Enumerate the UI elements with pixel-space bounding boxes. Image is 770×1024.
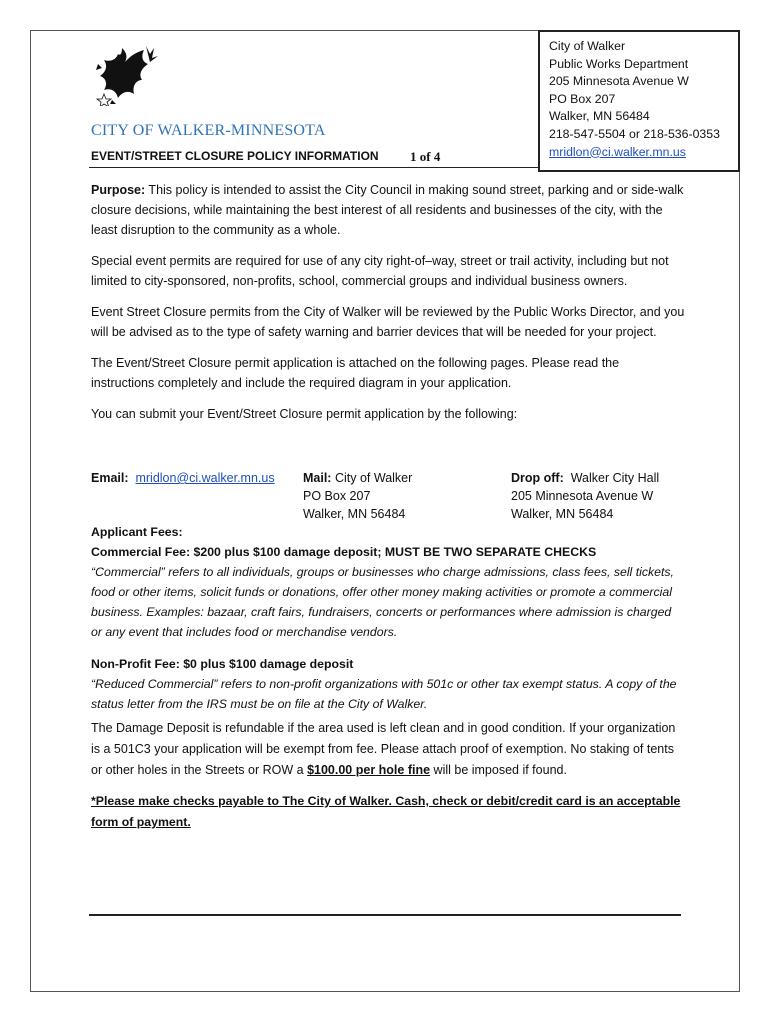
mail-line: Walker, MN 56484: [303, 507, 406, 521]
contact-line: Public Works Department: [549, 56, 689, 71]
email-method-line: [91, 469, 275, 487]
attached-paragraph: The Event/Street Closure permit application is attached on the following pages. Please read the instructions completely and include the required diagram in your application.: [91, 356, 620, 390]
nonprofit-fee-heading: Non-Profit Fee: $0 plus $100 damage deposit: [91, 657, 354, 671]
mail-line: PO Box 207: [303, 489, 371, 503]
contact-box: [538, 30, 740, 172]
purpose-text: This policy is intended to assist the City Council in making sound street, parking and or side-walk closure decisions, while maintaining the best interest of all residents and businesses of the city, with the least disruption to the community as a whole.: [91, 183, 684, 237]
email-link[interactable]: mridlon@ci.walker.mn.us: [135, 471, 275, 485]
email-label: Email:: [91, 471, 129, 485]
email-method: [91, 469, 275, 487]
dropoff-method-line: [511, 469, 659, 487]
page-indicator: 1 of 4: [410, 149, 441, 164]
policy-title-row: [91, 149, 541, 163]
fees-heading: Applicant Fees:: [91, 525, 183, 539]
special-events-paragraph: Special event permits are required for use of any city right-of–way, street or trail activity, including but not limited to city-sponsored, non-profits, school, commercial groups and individual business owners.: [91, 254, 669, 288]
submit-methods: [91, 469, 685, 525]
submit-paragraph: You can submit your Event/Street Closure permit application by the following:: [91, 407, 518, 421]
contact-line: 205 Minnesota Avenue W: [549, 74, 689, 89]
contact-line: Walker, MN 56484: [549, 109, 650, 124]
nonprofit-fee-block: [91, 654, 685, 714]
commercial-fee-heading: Commercial Fee: $200 plus $100 damage deposit; MUST BE TWO SEPARATE CHECKS: [91, 545, 597, 559]
policy-title: EVENT/STREET CLOSURE POLICY INFORMATION: [91, 149, 379, 163]
contact-line: City of Walker: [549, 39, 626, 53]
mail-method: [303, 469, 412, 523]
hole-fine: $100.00 per hole fine: [307, 763, 431, 777]
commercial-fee-text: “Commercial” refers to all individuals, groups or businesses who charge admissions, class fees, sell tickets, food or other items, solicit funds or donations, offer other money making activities or promote a commercial business. Examples: bazaar, craft fairs, fundraisers, concerts or performances where admission is charged or any event that includes food or merchandise vendors.: [91, 565, 674, 639]
purpose-paragraph: [91, 180, 685, 240]
mail-line: City of Walker: [334, 471, 413, 485]
deposit-text: The Damage Deposit is refundable if the area used is left clean and in good condition. If your organization is a 501C3 your application will be exempt from fee. Please attach proof of exemption. No staking of tents or other holes in the Streets or ROW a: [91, 721, 676, 777]
mail-label: Mail:: [303, 471, 332, 485]
contact-phone: 218-547-5504 or 218-536-0353: [549, 126, 720, 141]
footer-rule: [89, 914, 681, 916]
dropoff-line: Walker, MN 56484: [511, 507, 614, 521]
dropoff-line: Walker City Hall: [570, 471, 660, 485]
dropoff-method: [511, 469, 659, 523]
payment-note: *Please make checks payable to The City of Walker. Cash, check or debit/credit card is an acceptable form of payment.: [91, 794, 681, 829]
applicant-fees: [91, 522, 685, 714]
mail-method-line: [303, 469, 412, 487]
deposit-text-end: will be imposed if found.: [430, 763, 567, 777]
dropoff-line: 205 Minnesota Avenue W: [511, 489, 654, 503]
city-title: CITY OF WALKER-MINNESOTA: [91, 122, 326, 139]
contact-line: PO Box 207: [549, 91, 616, 106]
policy-body: [91, 180, 685, 435]
city-logo-icon: [92, 44, 164, 106]
policy-title-underline: [89, 167, 541, 168]
review-paragraph: Event Street Closure permits from the City of Walker will be reviewed by the Public Works Director, and you will be advised as to the type of safety warning and barrier devices that will be needed for your project.: [91, 305, 685, 339]
nonprofit-fee-text: “Reduced Commercial” refers to non-profit organizations with 501c or other tax exempt status. A copy of the status letter from the IRS must be on file at the City of Walker.: [91, 677, 677, 711]
contact-email-link[interactable]: mridlon@ci.walker.mn.us: [549, 144, 686, 159]
purpose-label: Purpose:: [91, 183, 146, 197]
dropoff-label: Drop off:: [511, 471, 564, 485]
damage-deposit-paragraph: [91, 718, 685, 781]
